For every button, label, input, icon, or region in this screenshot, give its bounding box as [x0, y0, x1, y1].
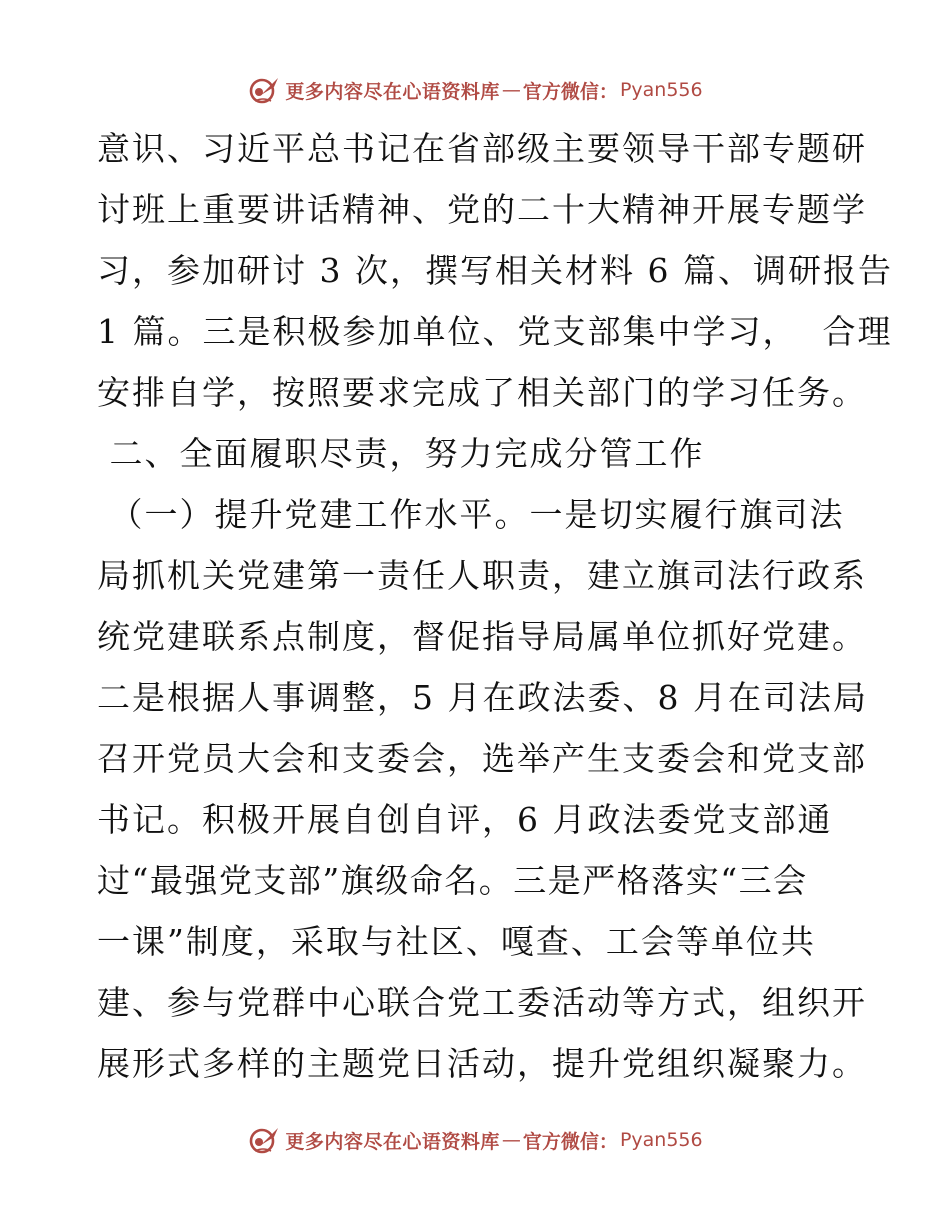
wechat-label: 官方微信： — [522, 80, 618, 103]
body-line: 召开党员大会和支委会，选举产生支委会和党支部 — [97, 739, 867, 778]
body-line: 一课”制度，采取与社区、嘎查、工会等单位共 — [97, 922, 816, 961]
watermark-separator: — — [501, 1129, 521, 1151]
body-line: 1 篇。三是积极参加单位、党支部集中学习， 合理 — [97, 312, 893, 351]
body-line: 过“最强党支部”旗级命名。三是严格落实“三会 — [97, 861, 808, 900]
section-heading: 二、全面履职尽责，努力完成分管工作 — [97, 434, 705, 473]
wechat-label: 官方微信： — [522, 1130, 618, 1153]
watermark-banner-top — [0, 72, 950, 108]
watermark-text: 更多内容尽在心语资料库 — [285, 1130, 500, 1153]
body-line: 建、参与党群中心联合党工委活动等方式，组织开 — [97, 983, 867, 1022]
body-line: 意识、习近平总书记在省部级主要领导干部专题研 — [97, 129, 867, 168]
wechat-id: Pyan556 — [619, 79, 703, 101]
wechat-id: Pyan556 — [619, 1129, 703, 1151]
body-line: 二是根据人事调整，5 月在政法委、8 月在司法局 — [97, 678, 868, 717]
document-body — [97, 118, 893, 1094]
body-line: 展形式多样的主题党日活动，提升党组织凝聚力。 — [97, 1044, 867, 1083]
quill-logo-icon — [247, 1125, 281, 1155]
body-line: 讨班上重要讲话精神、党的二十大精神开展专题学 — [97, 190, 867, 229]
body-line: 习，参加研讨 3 次，撰写相关材料 6 篇、调研报告 — [97, 251, 893, 290]
watermark-banner-bottom — [0, 1122, 950, 1158]
watermark-text: 更多内容尽在心语资料库 — [285, 80, 500, 103]
quill-logo-icon — [247, 75, 281, 105]
body-line: 书记。积极开展自创自评，6 月政法委党支部通 — [97, 800, 833, 839]
body-line: 安排自学，按照要求完成了相关部门的学习任务。 — [97, 373, 867, 412]
watermark-separator: — — [501, 79, 521, 101]
body-line: 统党建联系点制度，督促指导局属单位抓好党建。 — [97, 617, 867, 656]
body-line: 局抓机关党建第一责任人职责，建立旗司法行政系 — [97, 556, 867, 595]
subsection-heading: （一）提升党建工作水平。一是切实履行旗司法 — [97, 495, 845, 534]
